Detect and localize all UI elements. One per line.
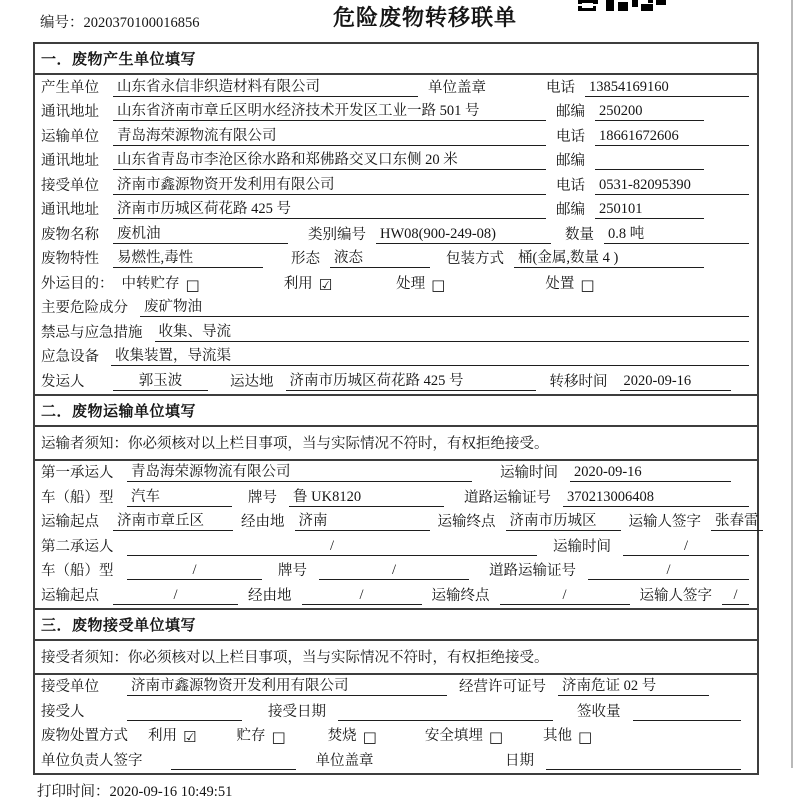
purpose-label: 外运目的： (41, 275, 114, 292)
option-treat-label: 处理 (396, 275, 426, 292)
unit-seal-label: 单位盖章 (315, 752, 374, 769)
checkbox-landfill: □ (488, 728, 504, 746)
waste-name-label: 废物名称 (41, 226, 99, 243)
row-producer-address (35, 100, 757, 125)
carrier-signature-label: 运输人签字 (628, 514, 701, 530)
emergency-equipment-label: 应急设备 (41, 349, 99, 365)
section2-header: 二．废物运输单位填写 (35, 394, 757, 427)
serial-value: 2020370100016856 (83, 15, 200, 31)
second-carrier-value: / (127, 538, 537, 556)
row-responsible-signature (35, 748, 757, 773)
road-permit-label: 道路运输证号 (464, 489, 551, 506)
category-code-value: HW08(900-249-08) (376, 226, 551, 244)
address-value: 山东省济南市章丘区明水经济技术开发区工业一路 501 号 (113, 99, 546, 121)
waste-property-value: 易燃性,毒性 (113, 246, 263, 268)
via-value: / (302, 587, 422, 605)
origin-value: 济南市章丘区 (113, 509, 233, 531)
option-transfer-storage-label: 中转贮存 (121, 275, 180, 292)
print-time-label: 打印时间： (37, 783, 110, 800)
receiver-notice: 接受者须知：你必须核对以上栏目事项，当与实际情况不符时，有权拒绝接受。 (35, 641, 757, 675)
print-time-value: 2020-09-16 10:49:51 (109, 783, 233, 800)
phone-label: 电话 (556, 177, 585, 194)
accept-date-value (338, 704, 553, 721)
transport-date-value: / (623, 538, 749, 556)
phone-label: 电话 (546, 79, 575, 96)
transporter-value: 青岛海荣源物流有限公司 (113, 124, 546, 146)
waste-property-label: 废物特性 (41, 251, 99, 267)
transporter-notice: 运输者须知：你必须核对以上栏目事项，当与实际情况不符时，有权拒绝接受。 (35, 427, 757, 461)
checkbox-other: □ (578, 728, 593, 746)
plate-number-value: 鲁 UK8120 (289, 485, 444, 507)
accept-date-label: 接受日期 (268, 703, 326, 720)
date-value (546, 753, 741, 770)
checkbox-transfer-storage: □ (185, 275, 200, 294)
vehicle-type-label: 车（船）型 (41, 563, 114, 579)
carrier-signature-label: 运输人签字 (639, 587, 712, 604)
phone-label: 电话 (556, 128, 585, 145)
origin-value: / (113, 587, 238, 605)
checkbox-utilize: ☑ (183, 728, 197, 746)
packaging-label: 包装方式 (446, 251, 504, 267)
accepting-unit-value: 济南市鑫源物资开发利用有限公司 (127, 674, 447, 696)
responsible-signature-label: 单位负责人签字 (41, 752, 143, 769)
via-value: 济南 (295, 509, 430, 531)
zip-value: 250200 (595, 103, 704, 121)
via-label: 经由地 (248, 587, 292, 604)
origin-label: 运输起点 (41, 587, 99, 604)
producer-value: 山东省永信非织造材料有限公司 (113, 75, 418, 97)
zip-label: 邮编 (556, 202, 585, 218)
phone-value: 0531-82095390 (595, 177, 749, 195)
quantity-label: 数量 (565, 226, 594, 243)
accepting-unit-label: 接受单位 (41, 679, 99, 695)
acceptor-label: 接受人 (41, 703, 85, 720)
category-code-label: 类别编号 (308, 226, 366, 243)
option-utilize-label: 利用 (283, 275, 313, 292)
zip-value: 250101 (595, 201, 704, 219)
row-consignor (35, 369, 757, 394)
road-permit-value: / (588, 562, 749, 580)
terminus-label: 运输终点 (431, 587, 490, 604)
disposal-method-label: 废物处置方式 (41, 728, 128, 744)
first-carrier-label: 第一承运人 (41, 465, 114, 481)
phone-value: 13854169160 (585, 79, 749, 97)
page-right-edge (791, 0, 793, 768)
form-state-value: 液态 (330, 246, 430, 268)
serial-number (40, 11, 200, 32)
checkbox-dispose: □ (580, 275, 595, 294)
received-quantity-label: 签收量 (577, 703, 621, 720)
carrier-signature-value: / (722, 587, 749, 605)
receiver-value: 济南市鑫源物资开发利用有限公司 (113, 173, 546, 195)
row-vehicle-2 (35, 559, 757, 584)
unit-seal-label: 单位盖章 (428, 79, 486, 96)
terminus-label: 运输终点 (437, 514, 496, 530)
transport-date-label: 运输时间 (500, 465, 558, 481)
terminus-value: 济南市历城区 (506, 509, 621, 531)
vehicle-type-value: 汽车 (127, 485, 232, 507)
row-producer (35, 75, 757, 100)
checkbox-incinerate: □ (362, 728, 377, 746)
option-store-label: 贮存 (236, 728, 266, 744)
row-emergency-equipment (35, 345, 757, 370)
address-value: 济南市历城区荷花路 425 号 (113, 197, 546, 219)
plate-number-label: 牌号 (278, 563, 307, 579)
row-receiver (35, 173, 757, 198)
first-carrier-value: 青岛海荣源物流有限公司 (127, 460, 472, 482)
via-label: 经由地 (241, 514, 285, 530)
address-label: 通讯地址 (41, 202, 99, 218)
quantity-value: 0.8 吨 (604, 222, 749, 244)
row-disposal-method (35, 724, 757, 749)
hazard-component-label: 主要危险成分 (41, 300, 128, 316)
print-time (37, 780, 796, 801)
page-title: 危险废物转移联单 (333, 5, 518, 30)
section1-header: 一．废物产生单位填写 (35, 44, 757, 75)
serial-label: 编号： (40, 15, 84, 31)
producer-label: 产生单位 (41, 79, 99, 96)
option-other-label: 其他 (543, 728, 573, 744)
address-label: 通讯地址 (41, 104, 99, 120)
row-route-1 (35, 510, 757, 535)
hazard-component-value: 废矿物油 (140, 295, 749, 317)
consignor-value: 郭玉波 (113, 369, 208, 391)
qr-code-fragment (578, 0, 666, 11)
row-transporter (35, 124, 757, 149)
origin-label: 运输起点 (41, 514, 99, 530)
emergency-measures-value: 收集、导流 (155, 320, 750, 342)
vehicle-type-value: / (127, 562, 262, 580)
license-number-label: 经营许可证号 (459, 679, 546, 695)
transfer-date-label: 转移时间 (549, 373, 608, 390)
row-waste-property (35, 247, 757, 272)
consignor-label: 发运人 (41, 373, 85, 390)
transporter-label: 运输单位 (41, 128, 99, 145)
received-quantity-value (633, 704, 742, 721)
zip-label: 邮编 (556, 104, 585, 120)
row-emergency-measures (35, 320, 757, 345)
road-permit-value: 370213006408 (563, 489, 749, 507)
row-vehicle-1 (35, 485, 757, 510)
address-value: 山东省青岛市李沧区徐水路和郑佛路交叉口东侧 20 米 (113, 148, 546, 170)
transport-date-value: 2020-09-16 (570, 464, 731, 482)
manifest-form (33, 42, 759, 775)
destination-value: 济南市历城区荷花路 425 号 (286, 369, 536, 391)
option-dispose-label: 处置 (545, 275, 575, 292)
phone-value: 18661672606 (595, 128, 749, 146)
row-transfer-purpose (35, 271, 757, 296)
address-label: 通讯地址 (41, 153, 99, 169)
acceptor-value (127, 704, 242, 721)
zip-value (595, 153, 704, 170)
form-state-label: 形态 (291, 251, 320, 267)
option-incinerate-label: 焚烧 (327, 728, 357, 744)
carrier-signature-value: 张春雷 (711, 509, 763, 531)
row-accepting-unit (35, 675, 757, 700)
option-landfill-label: 安全填埋 (424, 728, 483, 744)
checkbox-utilize: ☑ (318, 275, 333, 294)
terminus-value: / (500, 587, 630, 605)
row-route-2 (35, 583, 757, 608)
responsible-signature-value (171, 753, 296, 770)
plate-number-value: / (319, 562, 469, 580)
row-waste-name (35, 222, 757, 247)
section3-header: 三．废物接受单位填写 (35, 608, 757, 641)
vehicle-type-label: 车（船）型 (41, 489, 114, 506)
destination-label: 运达地 (230, 373, 274, 390)
receiver-label: 接受单位 (41, 177, 99, 194)
emergency-equipment-value: 收集装置，导流渠 (111, 344, 749, 366)
road-permit-label: 道路运输证号 (489, 563, 576, 579)
row-first-carrier (35, 461, 757, 486)
license-number-value: 济南危证 02 号 (558, 674, 709, 696)
packaging-value: 桶(金属,数量 4 ) (514, 246, 704, 268)
zip-label: 邮编 (556, 153, 585, 169)
row-second-carrier (35, 534, 757, 559)
option-utilize-label: 利用 (148, 728, 177, 744)
date-label: 日期 (505, 752, 534, 769)
second-carrier-label: 第二承运人 (41, 538, 114, 555)
transport-date-label: 运输时间 (553, 538, 611, 555)
checkbox-store: □ (271, 728, 286, 746)
checkbox-treat: □ (431, 275, 446, 294)
transfer-date-value: 2020-09-16 (620, 373, 732, 391)
row-acceptor (35, 699, 757, 724)
row-transporter-address (35, 149, 757, 174)
row-hazard-component (35, 296, 757, 321)
plate-number-label: 牌号 (248, 489, 277, 506)
emergency-measures-label: 禁忌与应急措施 (41, 324, 143, 341)
row-receiver-address (35, 198, 757, 223)
waste-name-value: 废机油 (113, 222, 288, 244)
form-header (0, 0, 796, 42)
